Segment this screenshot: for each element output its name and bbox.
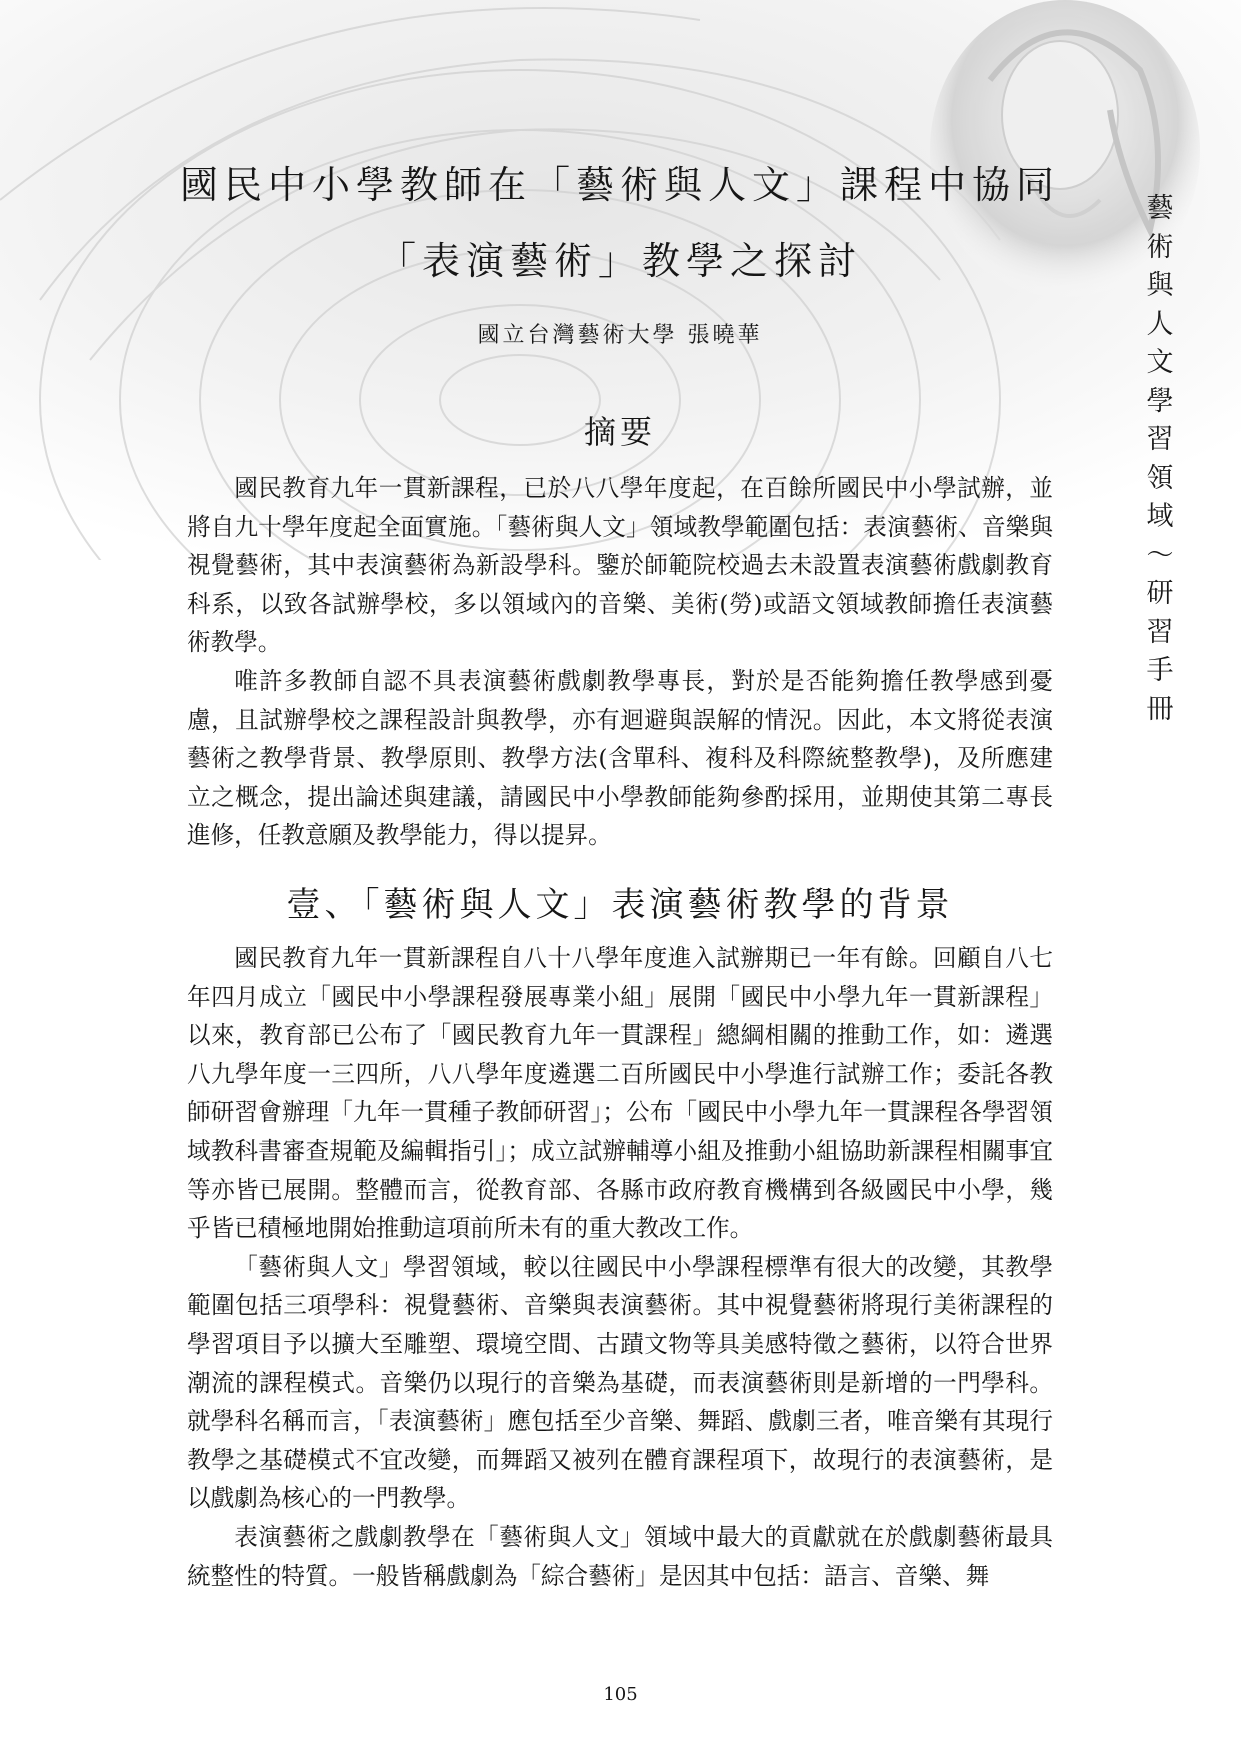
- running-header-char: 手: [1146, 655, 1174, 686]
- abstract-body: [187, 469, 1053, 855]
- abstract-paragraph: 國民教育九年一貫新課程，已於八八學年度起，在百餘所國民中小學試辦，並將自九十學年度起全面實施。「藝術與人文」領域教學範圍包括：表演藝術、音樂與視覺藝術，其中表演藝術為新設學科。鑒於師範院校過去未設置表演藝術戲劇教育科系，以致各試辦學校，多以領域內的音樂、美術(勞)或語文領域教師擔任表演藝術教學。: [187, 474, 1053, 657]
- body-paragraph: 表演藝術之戲劇教學在「藝術與人文」領域中最大的貢獻就在於戲劇藝術最具統整性的特質。一般皆稱戲劇為「綜合藝術」是因其中包括：語言、音樂、舞: [187, 1522, 1053, 1590]
- running-header-char: 冊: [1146, 693, 1174, 725]
- running-header-char: 人: [1146, 308, 1174, 340]
- running-header-char: 與: [1146, 270, 1174, 301]
- title-line-2: 「表演藝術」教學之探討: [377, 239, 862, 283]
- running-header-char: 研: [1146, 578, 1174, 609]
- running-header-char: 領: [1146, 462, 1174, 494]
- body-paragraph: 國民教育九年一貫新課程自八十八學年度進入試辦期已一年有餘。回顧自八七年四月成立「國民中小學課程發展專業小組」展開「國民中小學九年一貫新課程」以來，教育部已公布了「國民教育九年一貫課程」總綱相關的推動工作，如：遴選八九學年度一三四所，八八學年度遴選二百所國民中小學進行試辦工作；委託各教師研習會辦理「九年一貫種子教師研習」；公布「國民中小學九年一貫課程各學習領域教科書審查規範及編輯指引」；成立試辦輔導小組及推動小組協助新課程相關事宜等亦皆已展開。整體而言，從教育部、各縣市政府教育機構到各級國民中小學，幾乎皆已積極地開始推動這項前所未有的重大教改工作。: [187, 944, 1053, 1243]
- running-header-char: 習: [1146, 616, 1174, 648]
- section-body: [187, 939, 1053, 1595]
- running-header-char: ～: [1146, 539, 1174, 571]
- abstract-heading: 摘要: [583, 413, 656, 451]
- running-header-char: 術: [1146, 231, 1174, 263]
- title-line-1: 國民中小學教師在「藝術與人文」課程中協同: [179, 163, 1060, 207]
- running-header-char: 學: [1146, 385, 1174, 417]
- page-number: 105: [603, 1684, 638, 1705]
- abstract-paragraph: 唯許多教師自認不具表演藝術戲劇教學專長，對於是否能夠擔任教學感到憂慮，且試辦學校之課程設計與教學，亦有迴避與誤解的情況。因此，本文將從表演藝術之教學背景、教學原則、教學方法(含單科、複科及科際統整教學)，及所應建立之概念，提出論述與建議，請國民中小學教師能夠參酌採用，並期使其第二專長進修，任教意願及教學能力，得以提昇。: [187, 666, 1053, 850]
- body-paragraph: 「藝術與人文」學習領域，較以往國民中小學課程標準有很大的改變，其教學範圍包括三項學科：視覺藝術、音樂與表演藝術。其中視覺藝術將現行美術課程的學習項目予以擴大至雕塑、環境空間、古蹟文物等具美感特徵之藝術，以符合世界潮流的課程模式。音樂仍以現行的音樂為基礎，而表演藝術則是新增的一門學科。就學科名稱而言，「表演藝術」應包括至少音樂、舞蹈、戲劇三者，唯音樂有其現行教學之基礎模式不宜改變，而舞蹈又被列在體育課程項下，故現行的表演藝術，是以戲劇為核心的一門教學。: [187, 1252, 1053, 1513]
- running-header: [1140, 190, 1180, 729]
- running-header-char: 藝: [1146, 193, 1174, 224]
- running-header-char: 習: [1146, 424, 1174, 455]
- running-header-char: 域: [1146, 501, 1174, 532]
- section-heading: 壹、「藝術與人文」表演藝術教學的背景: [286, 885, 954, 925]
- author-affiliation: 國立台灣藝術大學 張曉華: [477, 323, 763, 348]
- running-header-char: 文: [1146, 347, 1174, 378]
